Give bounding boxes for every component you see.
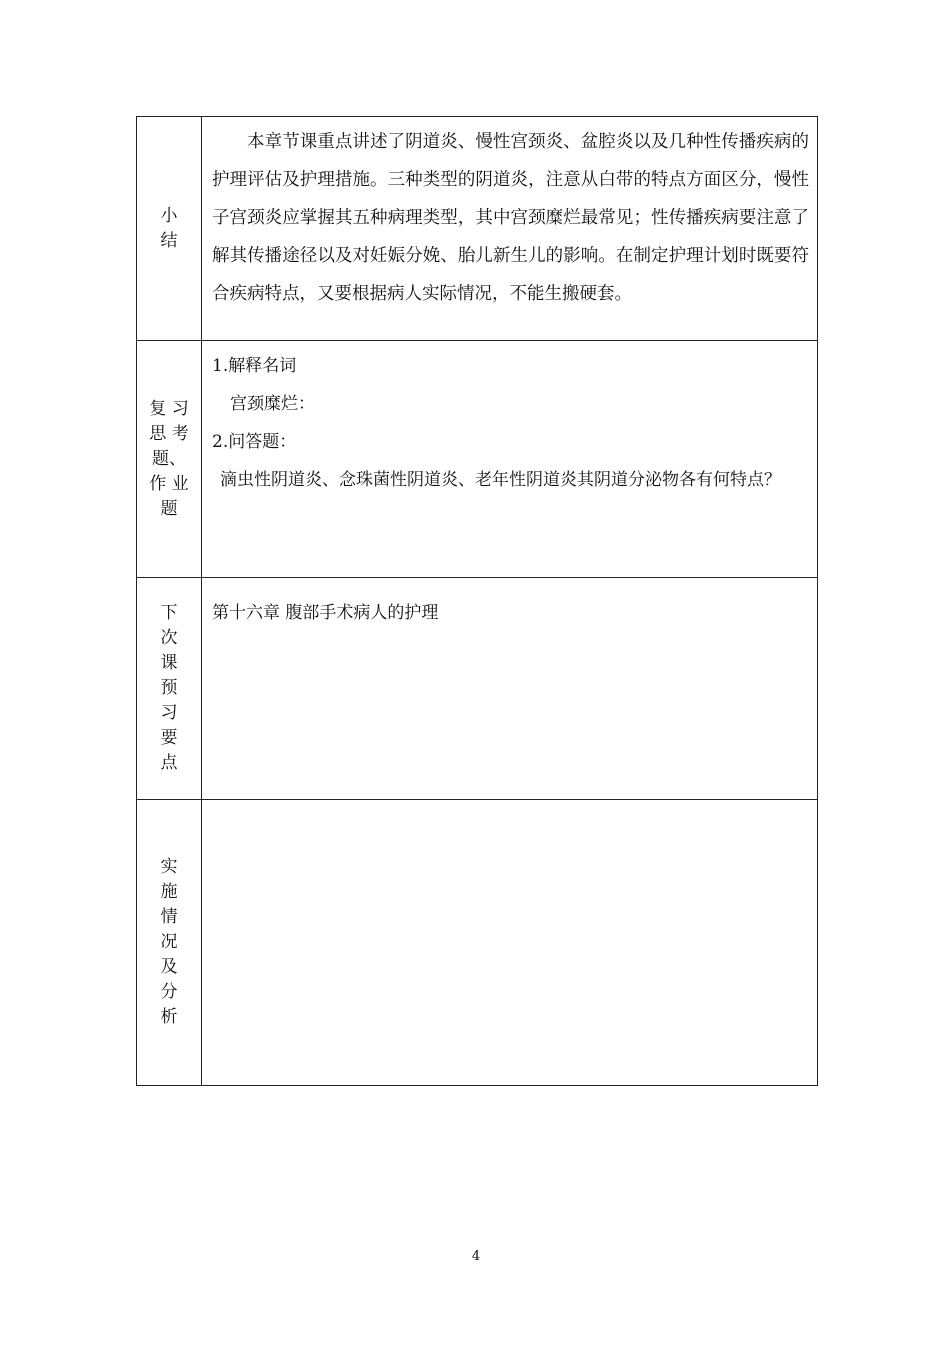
summary-row xyxy=(137,117,818,341)
review-item1-title: 1.解释名词 xyxy=(212,356,297,376)
review-item2-question: 滴虫性阴道炎、念珠菌性阴道炎、老年性阴道炎其阴道分泌物各有何特点？ xyxy=(220,470,781,490)
summary-label-char-1: 小 xyxy=(160,205,178,226)
review-item1-term: 宫颈糜烂： xyxy=(230,394,315,414)
implementation-row xyxy=(137,800,818,1086)
review-label-line-4: 作 业 xyxy=(149,473,189,494)
preview-label-char-3: 课 xyxy=(160,653,178,673)
lesson-plan-table xyxy=(136,116,818,1086)
summary-label-cell xyxy=(137,117,202,341)
review-content-cell xyxy=(202,341,818,578)
review-block xyxy=(202,341,817,499)
review-label-line-3: 题、 xyxy=(152,448,186,469)
implementation-label-char-3: 情 xyxy=(160,907,178,927)
preview-content-cell xyxy=(202,578,818,800)
implementation-label-cell xyxy=(137,800,202,1086)
preview-label-char-7: 点 xyxy=(160,753,178,773)
preview-label-char-5: 习 xyxy=(160,703,178,723)
preview-label-char-1: 下 xyxy=(160,603,178,623)
implementation-label-char-4: 况 xyxy=(160,932,178,952)
page-number: 4 xyxy=(471,1249,481,1264)
implementation-content-cell xyxy=(202,800,818,1086)
preview-label-cell xyxy=(137,578,202,800)
implementation-label-char-5: 及 xyxy=(160,957,178,977)
preview-label-char-6: 要 xyxy=(160,728,178,748)
summary-text: 本章节课重点讲述了阴道炎、慢性宫颈炎、盆腔炎以及几种性传播疾病的护理评估及护理措施。三种类型的阴道炎，注意从白带的特点方面区分，慢性子宫颈炎应掌握其五种病理类型，其中宫颈糜烂最常见；性传播疾病要注意了解其传播途径以及对妊娠分娩、胎儿新生儿的影响。在制定护理计划时既要符合疾病特点，又要根据病人实际情况，不能生搬硬套。 xyxy=(212,132,809,304)
implementation-label-char-7: 析 xyxy=(160,1007,178,1027)
summary-content-cell xyxy=(202,117,818,341)
implementation-label-char-6: 分 xyxy=(160,982,178,1002)
review-label-cell xyxy=(137,341,202,578)
implementation-label-char-1: 实 xyxy=(160,857,178,877)
review-label-line-2: 思 考 xyxy=(149,423,189,444)
review-label-line-1: 复 习 xyxy=(149,398,189,419)
preview-text: 第十六章 腹部手术病人的护理 xyxy=(212,603,439,623)
summary-label-char-2: 结 xyxy=(160,230,178,251)
review-item2-title: 2.问答题： xyxy=(212,432,297,452)
implementation-label-char-2: 施 xyxy=(160,882,178,902)
preview-label-char-2: 次 xyxy=(160,628,178,648)
review-row xyxy=(137,341,818,578)
preview-label-char-4: 预 xyxy=(160,678,178,698)
review-label-line-5: 题 xyxy=(160,498,178,519)
preview-row xyxy=(137,578,818,800)
